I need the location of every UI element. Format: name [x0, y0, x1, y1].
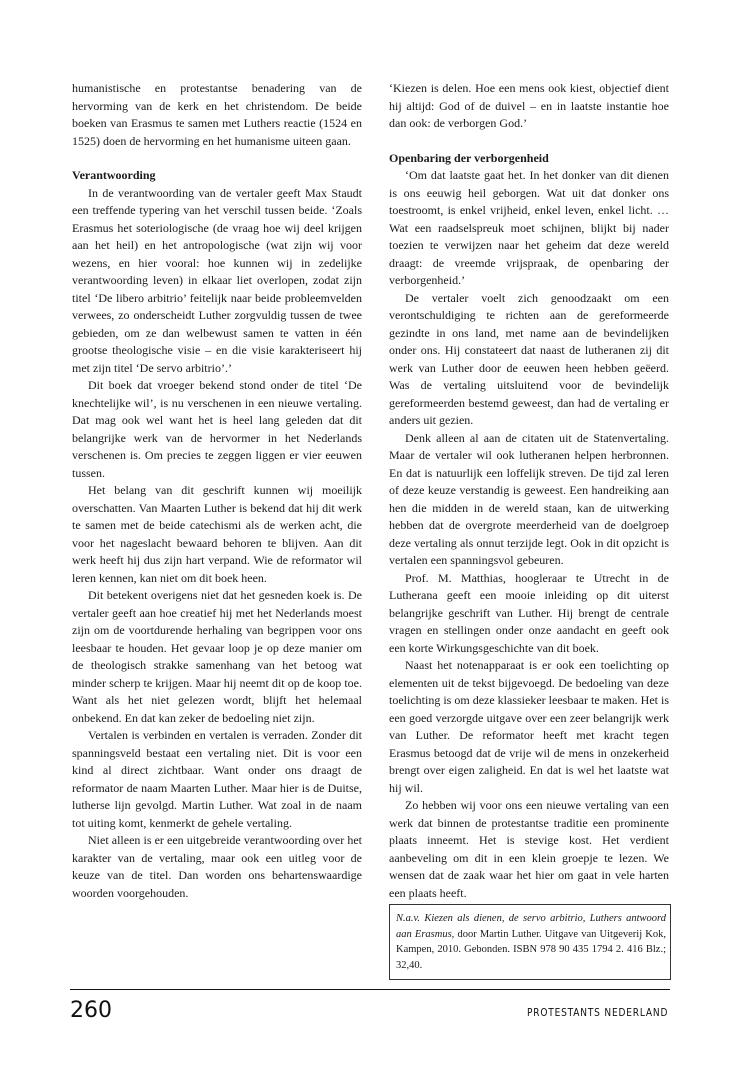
right-column — [389, 80, 669, 902]
paragraph: humanistische en protestantse benadering van de hervorming van de kerk en het christendom. De beide boeken van Erasmus te samen met Luthers reactie (1524 en 1525) doen de hervorming en het humanisme uiteen gaan. — [72, 81, 362, 148]
paragraph: De vertaler voelt zich genoodzaakt om een verontschuldiging te richten aan de gereformeerde gezindte in ons land, met name aan de bevindelijken onder ons. Hij constateert dat naast de lutheranen zij dit werk van Luther door de eeuwen heen hebben geëerd. Was de vertaling uitsluitend voor de bevindelijk gereformeerden bestemd geweest, dan had de vertaling er anders uit gezien. — [389, 290, 669, 427]
paragraph: ‘Om dat laatste gaat het. In het donker van dit dienen is ons eeuwig heil geborgen. Wat uit dat donker ons toestroomt, is enkel vrijheid, enkel leven, enkel licht. … Wat een raadselspreuk moet schijnen, blijkt bij nader toezien te verwijzen naar het geheim dat deze wereld draagt: de vreemde vrijspraak, de openbaring der verborgenheid.’ — [389, 168, 669, 287]
paragraph: Vertalen is verbinden en vertalen is verraden. Zonder dit spanningsveld bestaat een vertaling niet. Dit is voor een kind al direct zichtbaar. Want onder ons draagt de reformator de naam Maarten Luther. Maar hier is de Duitse, lutherse lijn gevolgd. Martin Luther. Wat zoal in de naam tot uiting komt, kenmerkt de gehele vertaling. — [72, 728, 362, 830]
section-heading-openbaring: Openbaring der verborgenheid — [389, 150, 549, 165]
paragraph: Het belang van dit geschrift kunnen wij moeilijk overschatten. Van Maarten Luther is bekend dat hij dit werk te samen met de beide catechismi als de werken acht, die voor het nageslacht bewaard behoren te blijven. Aan dit werk heeft hij dus zijn hart verpand. Wie de reformator wil leren kennen, kan niet om dit boek heen. — [72, 483, 362, 585]
journal-name: PROTESTANTS NEDERLAND — [526, 1006, 668, 1019]
book-details: door Martin Luther. Uitgave van Uitgeverij Kok, Kampen, 2010. Gebonden. ISBN 978 90 435 1794 2. 416 Blz.; 32,40. — [396, 928, 666, 971]
left-column — [72, 80, 362, 902]
paragraph: Zo hebben wij voor ons een nieuwe vertaling van een werk dat binnen de protestantse traditie een prominente plaats inneemt. Het is stevige kost. Het verdient aanbeveling om dit in een klein groepje te lezen. We wensen dat de zaak waar het hier om gaat in vele harten een plaats heeft. — [389, 798, 669, 900]
paragraph: Denk alleen al aan de citaten uit de Statenvertaling. Maar de vertaler wil ook lutheranen helpen herbronnen. En dat is natuurlijk een loffelijk streven. De tijd zal leren of deze keuze verstandig is geweest. Een handreiking aan hen die midden in de wereld staan, kan de uitwerking hebben dat de overgrote meerderheid van de doelgroep deze vertaling als onnut terzijde legt. Ook in dit opzicht is vertalen een spanningsvol gebeuren. — [389, 430, 669, 567]
paragraph: Prof. M. Matthias, hoogleraar te Utrecht in de Lutherana geeft een mooie inleiding op dit uiterst belangrijke geschrift van Luther. Hij brengt de centrale vragen en stellingen onder onze aandacht en geeft ook een korte Wirkungsgeschichte van dit boek. — [389, 570, 669, 655]
book-source-box — [389, 904, 671, 980]
paragraph: Dit betekent overigens niet dat het gesneden koek is. De vertaler geeft aan hoe creatief hij met het Nederlands moest zijn om de voortdurende herhaling van begrippen voor ons leesbaar te houden. Het gevaar loop je op deze manier om de theologisch strakke samenhang van het betoog wat minder scherp te krijgen. Maar hij neemt dit op de koop toe. Want als het niet gelezen wordt, blijft het helemaal onbekend. En dat kan zeker de bedoeling niet zijn. — [72, 588, 362, 725]
page-number: 260 — [70, 998, 112, 1023]
paragraph: Naast het notenapparaat is er ook een toelichting op elementen uit de tekst bijgevoegd. De bedoeling van deze toelichting is om deze klassieker leesbaar te maken. Het is een goed verzorgde uitgave over een zeer belangrijk werk van Luther. De reformator heeft met kracht tegen Erasmus betoogd dat de vrije wil de mens in onzekerheid brengt over eigen zaligheid. En dat is wel het laatste wat hij wil. — [389, 658, 669, 795]
footer-divider — [70, 989, 670, 990]
section-heading-verantwoording: Verantwoording — [72, 168, 156, 182]
book-citation — [396, 911, 666, 973]
paragraph: In de verantwoording van de vertaler geeft Max Staudt een treffende typering van het verschil tussen beide. ‘Zoals Erasmus het soteriologische (de vraag hoe wij deel krijgen aan het heil) en het antropologische (wat zijn wij voor wezens, en hier vooral: hoe kunnen wij in zedelijke verantwoording leven) in elkaar liet overlopen, zodat zijn titel ‘De libero arbitrio’ feitelijk naar beide probleemvelden verwees, zo onderscheidt Luther zorgvuldig tussen de twee gebieden, om ze dan welbewust samen te vatten in één grootse theologische visie – en die visie karakteriseert hij met zijn titel ‘De servo arbitrio’.’ — [72, 185, 362, 375]
book-title-italic: N.a.v. Kiezen als dienen, de servo arbitrio, Luthers antwoord aan Erasmus, — [396, 913, 666, 940]
paragraph: Niet alleen is er een uitgebreide verantwoording over het karakter van de vertaling, maar ook een uitleg voor de keuze van de titel. Dan worden ons behartenswaardige woorden voorgehouden. — [72, 833, 362, 900]
paragraph: Dit boek dat vroeger bekend stond onder de titel ‘De knechtelijke wil’, is nu verschenen in een nieuwe vertaling. Dat mag ook wel want het is heel lang geleden dat dit belangrijke werk van de hervormer in het Nederlands verschenen is. Om precies te zeggen liggen er vier eeuwen tussen. — [72, 378, 362, 480]
quote-paragraph: ‘Kiezen is delen. Hoe een mens ook kiest, objectief dient hij altijd: God of de duivel – en in laatste instantie hoe dan ook: de verborgen God.’ — [389, 81, 669, 130]
